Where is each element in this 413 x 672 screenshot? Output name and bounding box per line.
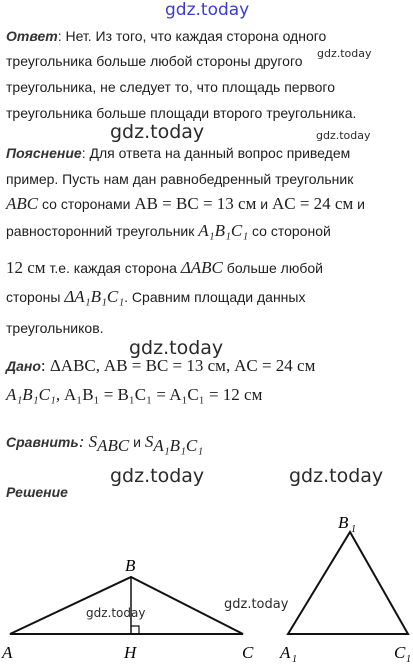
answer-line bbox=[6, 26, 326, 46]
vertex-a-label: A bbox=[2, 643, 13, 662]
triangle-a1b1c1-figure bbox=[220, 510, 413, 672]
triangle-a1b1c1: A₁B₁C₁ bbox=[198, 221, 249, 240]
text: со сторонами bbox=[42, 196, 131, 212]
compare-line bbox=[6, 432, 203, 456]
text: и bbox=[260, 196, 269, 212]
given-triangle: A₁B₁C₁, bbox=[6, 385, 61, 404]
triangle-a1b1c1-outline bbox=[288, 532, 408, 634]
watermark: gdz.today bbox=[110, 121, 205, 143]
explanation-text: : Для ответа на данный вопрос приведем bbox=[81, 145, 351, 161]
right-angle-mark bbox=[131, 626, 139, 634]
watermark: gdz.today bbox=[316, 129, 371, 142]
explanation-line bbox=[6, 143, 350, 163]
triangle-abc: ABC bbox=[6, 194, 39, 213]
answer-text: : Нет. Из того, что каждая сторона одного bbox=[57, 28, 327, 44]
equation: AC = 24 см bbox=[271, 194, 354, 213]
foot-h-label: H bbox=[124, 643, 137, 662]
vertex-c-label: C bbox=[242, 643, 254, 662]
given-triangle: : ΔABC, bbox=[40, 356, 101, 375]
area-subscript: A₁B₁C₁ bbox=[153, 435, 204, 455]
watermark-top: gdz.today bbox=[165, 0, 250, 20]
explanation-line: пример. Пусть нам дан равнобедренный треугольник bbox=[6, 171, 354, 187]
text: стороны bbox=[6, 289, 61, 305]
watermark: gdz.today bbox=[129, 337, 224, 359]
compare-label: Сравнить bbox=[6, 434, 79, 450]
vertex-subscript: 1 bbox=[292, 654, 297, 665]
text: т.е. каждая сторона bbox=[49, 260, 177, 276]
area-subscript: ABC bbox=[97, 435, 130, 455]
explanation-line bbox=[6, 221, 331, 241]
solution-label: Решение bbox=[6, 484, 68, 500]
equation: AB = BC = 13 см, bbox=[103, 356, 231, 375]
text: . Сравним площади данных bbox=[124, 289, 306, 305]
watermark: gdz.today bbox=[86, 606, 146, 620]
watermark: gdz.today bbox=[317, 47, 372, 60]
explanation-line bbox=[6, 287, 305, 307]
answer-label: Ответ bbox=[6, 28, 58, 44]
triangle-a1b1c1: ΔA₁B₁C₁ bbox=[64, 287, 125, 306]
equation: AB = BC = 13 см bbox=[134, 194, 257, 213]
explanation-line bbox=[6, 258, 323, 278]
value: 12 см bbox=[6, 258, 46, 277]
explanation-label: Пояснение bbox=[6, 145, 82, 161]
text: и bbox=[357, 196, 365, 212]
vertex-c1-label: C bbox=[394, 643, 406, 662]
vertex-subscript: 1 bbox=[351, 524, 356, 535]
explanation-line: треугольников. bbox=[6, 320, 104, 336]
watermark: gdz.today bbox=[110, 465, 205, 487]
answer-line: треугольника больше любой стороны другого bbox=[6, 53, 303, 69]
equation: A₁B₁ = B₁C₁ = A₁C₁ = 12 см bbox=[63, 385, 263, 404]
vertex-b-label: B bbox=[125, 556, 136, 575]
given-line bbox=[6, 385, 262, 405]
explanation-line bbox=[6, 194, 365, 214]
solution-line bbox=[6, 482, 68, 502]
vertex-a1-label: A bbox=[280, 643, 291, 662]
vertex-b1-label: B bbox=[338, 513, 349, 532]
vertex-subscript: 1 bbox=[406, 654, 411, 665]
watermark: gdz.today bbox=[289, 465, 384, 487]
area-symbol: S bbox=[144, 432, 154, 451]
text: со стороной bbox=[252, 223, 331, 239]
watermark: gdz.today bbox=[224, 597, 289, 612]
equation: AC = 24 см bbox=[234, 356, 316, 375]
area-symbol: : S bbox=[78, 432, 98, 451]
text: и bbox=[133, 434, 141, 450]
given-label: Дано bbox=[6, 358, 41, 374]
answer-line: треугольника больше площади второго треугольника. bbox=[6, 105, 357, 121]
text: равносторонний треугольник bbox=[6, 223, 195, 239]
given-line bbox=[6, 356, 315, 376]
text: больше любой bbox=[226, 260, 323, 276]
answer-line: треугольника, не следует то, что площадь первого bbox=[6, 79, 336, 95]
triangle-abc: ΔABC bbox=[180, 258, 223, 277]
